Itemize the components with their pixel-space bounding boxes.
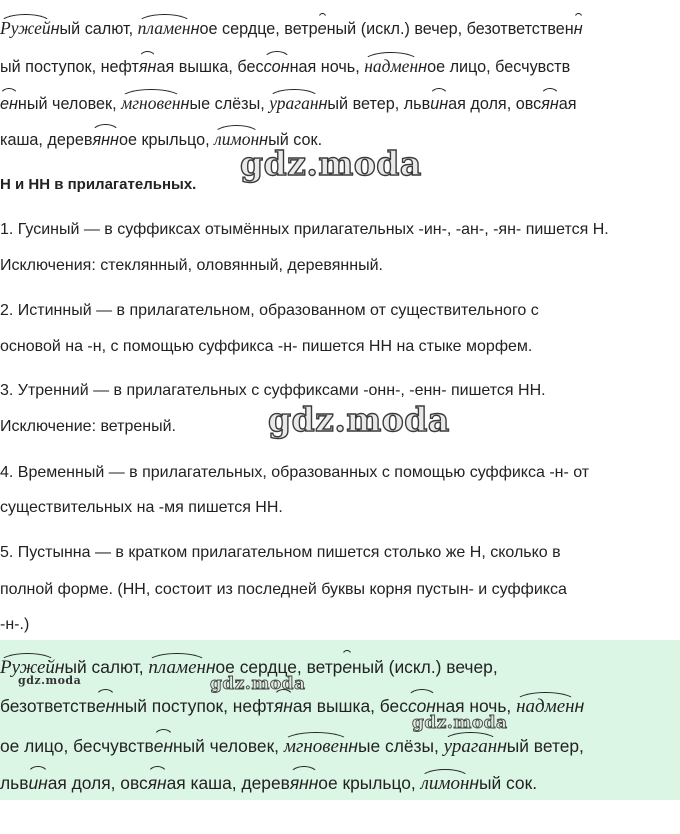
marked-morpheme: янн	[289, 773, 319, 793]
text-segment: ое сердце, ветр	[199, 20, 318, 38]
marked-root: лимон	[214, 129, 260, 149]
rule-line-5: 3. Утренний — в прилагательных с суффиксами -онн-, -енн- пишется НН.	[0, 382, 546, 399]
marked-morpheme: ин	[28, 773, 48, 793]
suffix-letter: н	[205, 657, 216, 677]
watermark: gdz.moda	[240, 144, 422, 183]
watermark: gdz.moda	[18, 674, 82, 687]
marked-root: ураган	[443, 736, 498, 757]
text-segment: ое крыльцо,	[118, 131, 215, 149]
text-segment: ая доля, овс	[47, 773, 148, 793]
text-segment: ая вышка, бес	[292, 696, 408, 716]
rule-line-9: 5. Пустынна — в кратком прилагательном пишется столько же Н, сколько в	[0, 544, 561, 561]
marked-root: мгновен	[283, 736, 349, 757]
text-segment: ая доля, овс	[448, 95, 542, 113]
rule-line-3: 2. Истинный — в прилагательном, образованном от существительного с	[0, 302, 539, 319]
marked-root: надмен	[364, 56, 419, 76]
text-segment: ое лицо, бесчувств	[427, 58, 571, 76]
rule-line-7: 4. Временный — в прилагательных, образованных с помощью суффикса -н- от	[0, 464, 590, 481]
text-segment: ые слёзы,	[189, 95, 270, 113]
suffix-letter: н	[54, 657, 65, 677]
text-segment: ный (искл.) вечер,	[352, 657, 498, 677]
suffix-letter: н	[318, 95, 328, 113]
suffix-letter: н	[469, 773, 479, 793]
marked-root: надмен	[516, 696, 575, 717]
text-segment: ый сок.	[478, 773, 538, 793]
marked-morpheme: ин	[430, 95, 449, 113]
marked-morpheme: ян	[147, 773, 167, 793]
text-segment: ая вышка, бес	[156, 58, 264, 76]
text-segment: ое сердце, ветр	[215, 657, 343, 677]
text-segment: каша, дерев	[0, 131, 93, 149]
marked-morpheme: сон	[407, 696, 436, 716]
marked-morpheme: ен	[95, 696, 116, 716]
marked-root: ураган	[269, 93, 319, 113]
text-segment: ый поступок, нефт	[0, 58, 139, 76]
text-segment: ный человек,	[173, 736, 284, 756]
text-segment: ый салют,	[64, 657, 149, 677]
text-segment: ый салют,	[59, 20, 138, 38]
section-heading: Н и НН в прилагательных.	[0, 176, 197, 193]
text-segment: ная ночь,	[289, 58, 365, 76]
rule-line-2: Исключения: стеклянный, оловянный, деревянный.	[0, 257, 383, 274]
marked-morpheme: ян	[541, 95, 559, 113]
marked-morpheme: н	[573, 20, 583, 38]
text-segment: ный человек,	[17, 95, 122, 113]
marked-root: мгновен	[121, 93, 181, 113]
marked-morpheme: сон	[263, 58, 290, 76]
marked-root: пламен	[137, 18, 191, 38]
top-line-3	[0, 93, 577, 114]
suffix-letter: н	[190, 20, 200, 38]
marked-morpheme: ен	[153, 736, 174, 756]
suffix-letter: н	[497, 736, 507, 756]
text-segment: ый ветер,	[506, 736, 584, 756]
marked-morpheme: ян	[138, 58, 157, 76]
marked-root: Ружей	[0, 18, 51, 38]
watermark: gdz.moda	[210, 674, 306, 694]
marked-root: лимон	[420, 773, 470, 794]
marked-morpheme: ен	[0, 95, 18, 113]
marked-morpheme: е	[342, 657, 353, 677]
suffix-letter: н	[259, 131, 269, 149]
marked-root: пламен	[148, 657, 206, 678]
rule-line-10: полной форме. (НН, состоит из последней буквы корня пустын- и суффикса	[0, 581, 567, 598]
suffix-letter: н	[348, 736, 358, 756]
text-segment: безответств	[0, 696, 96, 716]
marked-root: Ружей	[0, 657, 55, 678]
suffix-letter: н	[418, 58, 428, 76]
text-segment: ое лицо, бесчувств	[0, 736, 154, 756]
text-segment: ая каша, дерев	[166, 773, 290, 793]
text-segment: ый ветер, льв	[327, 95, 431, 113]
watermark: gdz.moda	[268, 400, 450, 439]
watermark: gdz.moda	[412, 713, 508, 733]
marked-morpheme: янн	[92, 131, 119, 149]
top-line-2	[0, 56, 570, 77]
suffix-letter: н	[180, 95, 190, 113]
text-segment: ые слёзы,	[358, 736, 444, 756]
text-segment: ый сок.	[268, 131, 323, 149]
answer-line-4	[0, 772, 537, 795]
rule-line-4: основой на -н, с помощью суффикса -н- пишется НН на стыке морфем.	[0, 338, 533, 355]
marked-morpheme: ян	[273, 696, 293, 716]
answer-line-3	[0, 735, 584, 758]
rule-line-6: Исключение: ветреный.	[0, 418, 176, 435]
top-line-1	[0, 18, 583, 39]
rule-line-8: существительных на -мя пишется НН.	[0, 499, 283, 516]
text-segment: ный (искл.) вечер, безответствен	[326, 20, 574, 38]
suffix-letter: н	[50, 20, 60, 38]
text-segment: ое крыльцо,	[318, 773, 421, 793]
rule-line-11: -н-.)	[0, 616, 30, 633]
text-segment: ная ночь,	[435, 696, 517, 716]
text-segment: ный поступок, нефт	[115, 696, 274, 716]
rule-line-1: 1. Гусиный — в суффиксах отымённых прилагательных -ин-, -ан-, -ян- пишется Н.	[0, 221, 609, 238]
suffix-letter: н	[574, 696, 585, 716]
marked-morpheme: е	[317, 20, 327, 38]
text-segment: льв	[0, 773, 29, 793]
text-segment: ая	[558, 95, 577, 113]
